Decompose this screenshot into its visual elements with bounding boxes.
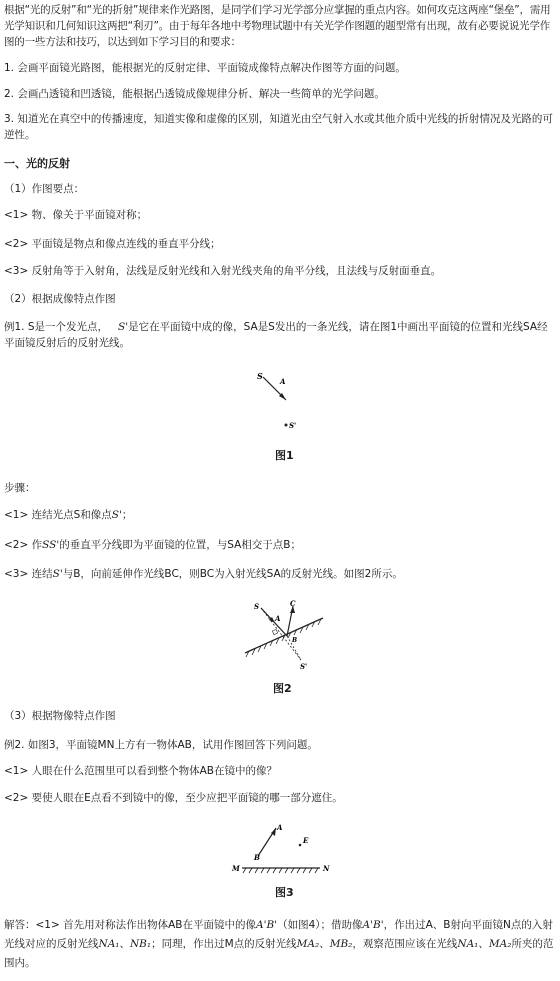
label-c: C [290, 599, 296, 608]
step-3: <3> 连结S'与B，向前延伸作光线BC，则BC为入射光线SA的反射光线。如图2所示。 [4, 568, 403, 580]
mirror-hatching [243, 868, 318, 873]
label-b: B [292, 637, 298, 644]
point-3: <3> 反射角等于入射角，法线是反射光线和入射光线夹角的角平分线，且法线与反射面垂直。 [4, 265, 442, 277]
figure-2 [243, 598, 333, 678]
subheading-2: （2）根据成像特点作图 [4, 293, 116, 305]
figure-3 [228, 818, 338, 878]
label-s-prime: S' [289, 421, 297, 430]
label-b: B [254, 853, 260, 862]
goal-1: 1. 会画平面镜光路图，能根据光的反射定律、平面镜成像特点解决作图等方面的问题。 [4, 62, 406, 74]
label-a: A [277, 823, 283, 832]
label-s: S [254, 602, 260, 611]
eye-point [299, 844, 302, 847]
figure-1-caption: 图1 [275, 449, 294, 462]
answer-paragraph: 解答：<1> 首先用对称法作出物体AB在平面镜中的像A'B'（如图4）；借助像A'B'，作出过A、B射向平面镜N点的入射光线对应的反射光线NA₁、NB₁；同理，作出过M点的反射光线MA₂、MB₂，观察范围应该在光线NA₁、MA₂所夹的范围内。 [4, 919, 554, 969]
figure-2-caption: 图2 [273, 682, 292, 695]
mirror-line [245, 618, 323, 653]
steps-title: 步骤： [4, 482, 36, 494]
image-point [285, 424, 288, 427]
construction-line-ss [261, 608, 301, 660]
figure-3-caption: 图3 [275, 886, 294, 899]
subheading-1: （1）作图要点： [4, 183, 85, 195]
intro-paragraph: 根据“光的反射”和“光的折射”规律来作光路图，是同学们学习光学部分应掌握的重点内容。如何攻克这两座“堡垒”，需用光学知识和几何知识这两把“利刃”。由于每年各地中考物理试题中有关光学作图题的题型常有出现，故有必要说说光学作图的一些方法和技巧，以达到如下学习目的和要求： [4, 4, 551, 48]
goal-2: 2. 会画凸透镜和凹透镜，能根据凸透镜成像规律分析、解决一些简单的光学问题。 [4, 88, 385, 100]
label-s: S [257, 371, 263, 381]
right-angle-mark [272, 629, 277, 634]
section-title: 一、光的反射 [4, 157, 70, 170]
figure-1 [250, 365, 310, 435]
goal-3: 3. 知道光在真空中的传播速度，知道实像和虚像的区别，知道光由空气射入水或其他介质中光线的折射情况及光路的可逆性。 [4, 113, 553, 141]
point-1: <1> 物、像关于平面镜对称； [4, 209, 148, 221]
label-a: A [280, 377, 286, 386]
label-n: N [323, 864, 330, 873]
example-2: 例2. 如图3，平面镜MN上方有一物体AB，试用作图回答下列问题。 [4, 739, 318, 751]
label-e: E [303, 836, 309, 845]
question-1: <1> 人眼在什么范围里可以看到整个物体AB在镜中的像？ [4, 765, 277, 777]
label-s-prime: S' [300, 662, 308, 671]
step-2: <2> 作SS'的垂直平分线即为平面镜的位置，与SA相交于点B； [4, 539, 301, 551]
question-2: <2> 要使人眼在E点看不到镜中的像，至少应把平面镜的哪一部分遮住。 [4, 792, 343, 804]
point-2: <2> 平面镜是物点和像点连线的垂直平分线； [4, 238, 221, 250]
step-1: <1> 连结光点S和像点S'； [4, 509, 133, 521]
label-m: M [232, 864, 240, 873]
example-1: 例1. S是一个发光点， S'是它在平面镜中成的像，SA是S发出的一条光线，请在图1中画出平面镜的位置和光线SA经平面镜反射后的反射光线。 [4, 321, 548, 349]
subheading-3: （3）根据物像特点作图 [4, 710, 116, 722]
label-a: A [275, 614, 281, 623]
mirror-hatching [246, 619, 321, 657]
